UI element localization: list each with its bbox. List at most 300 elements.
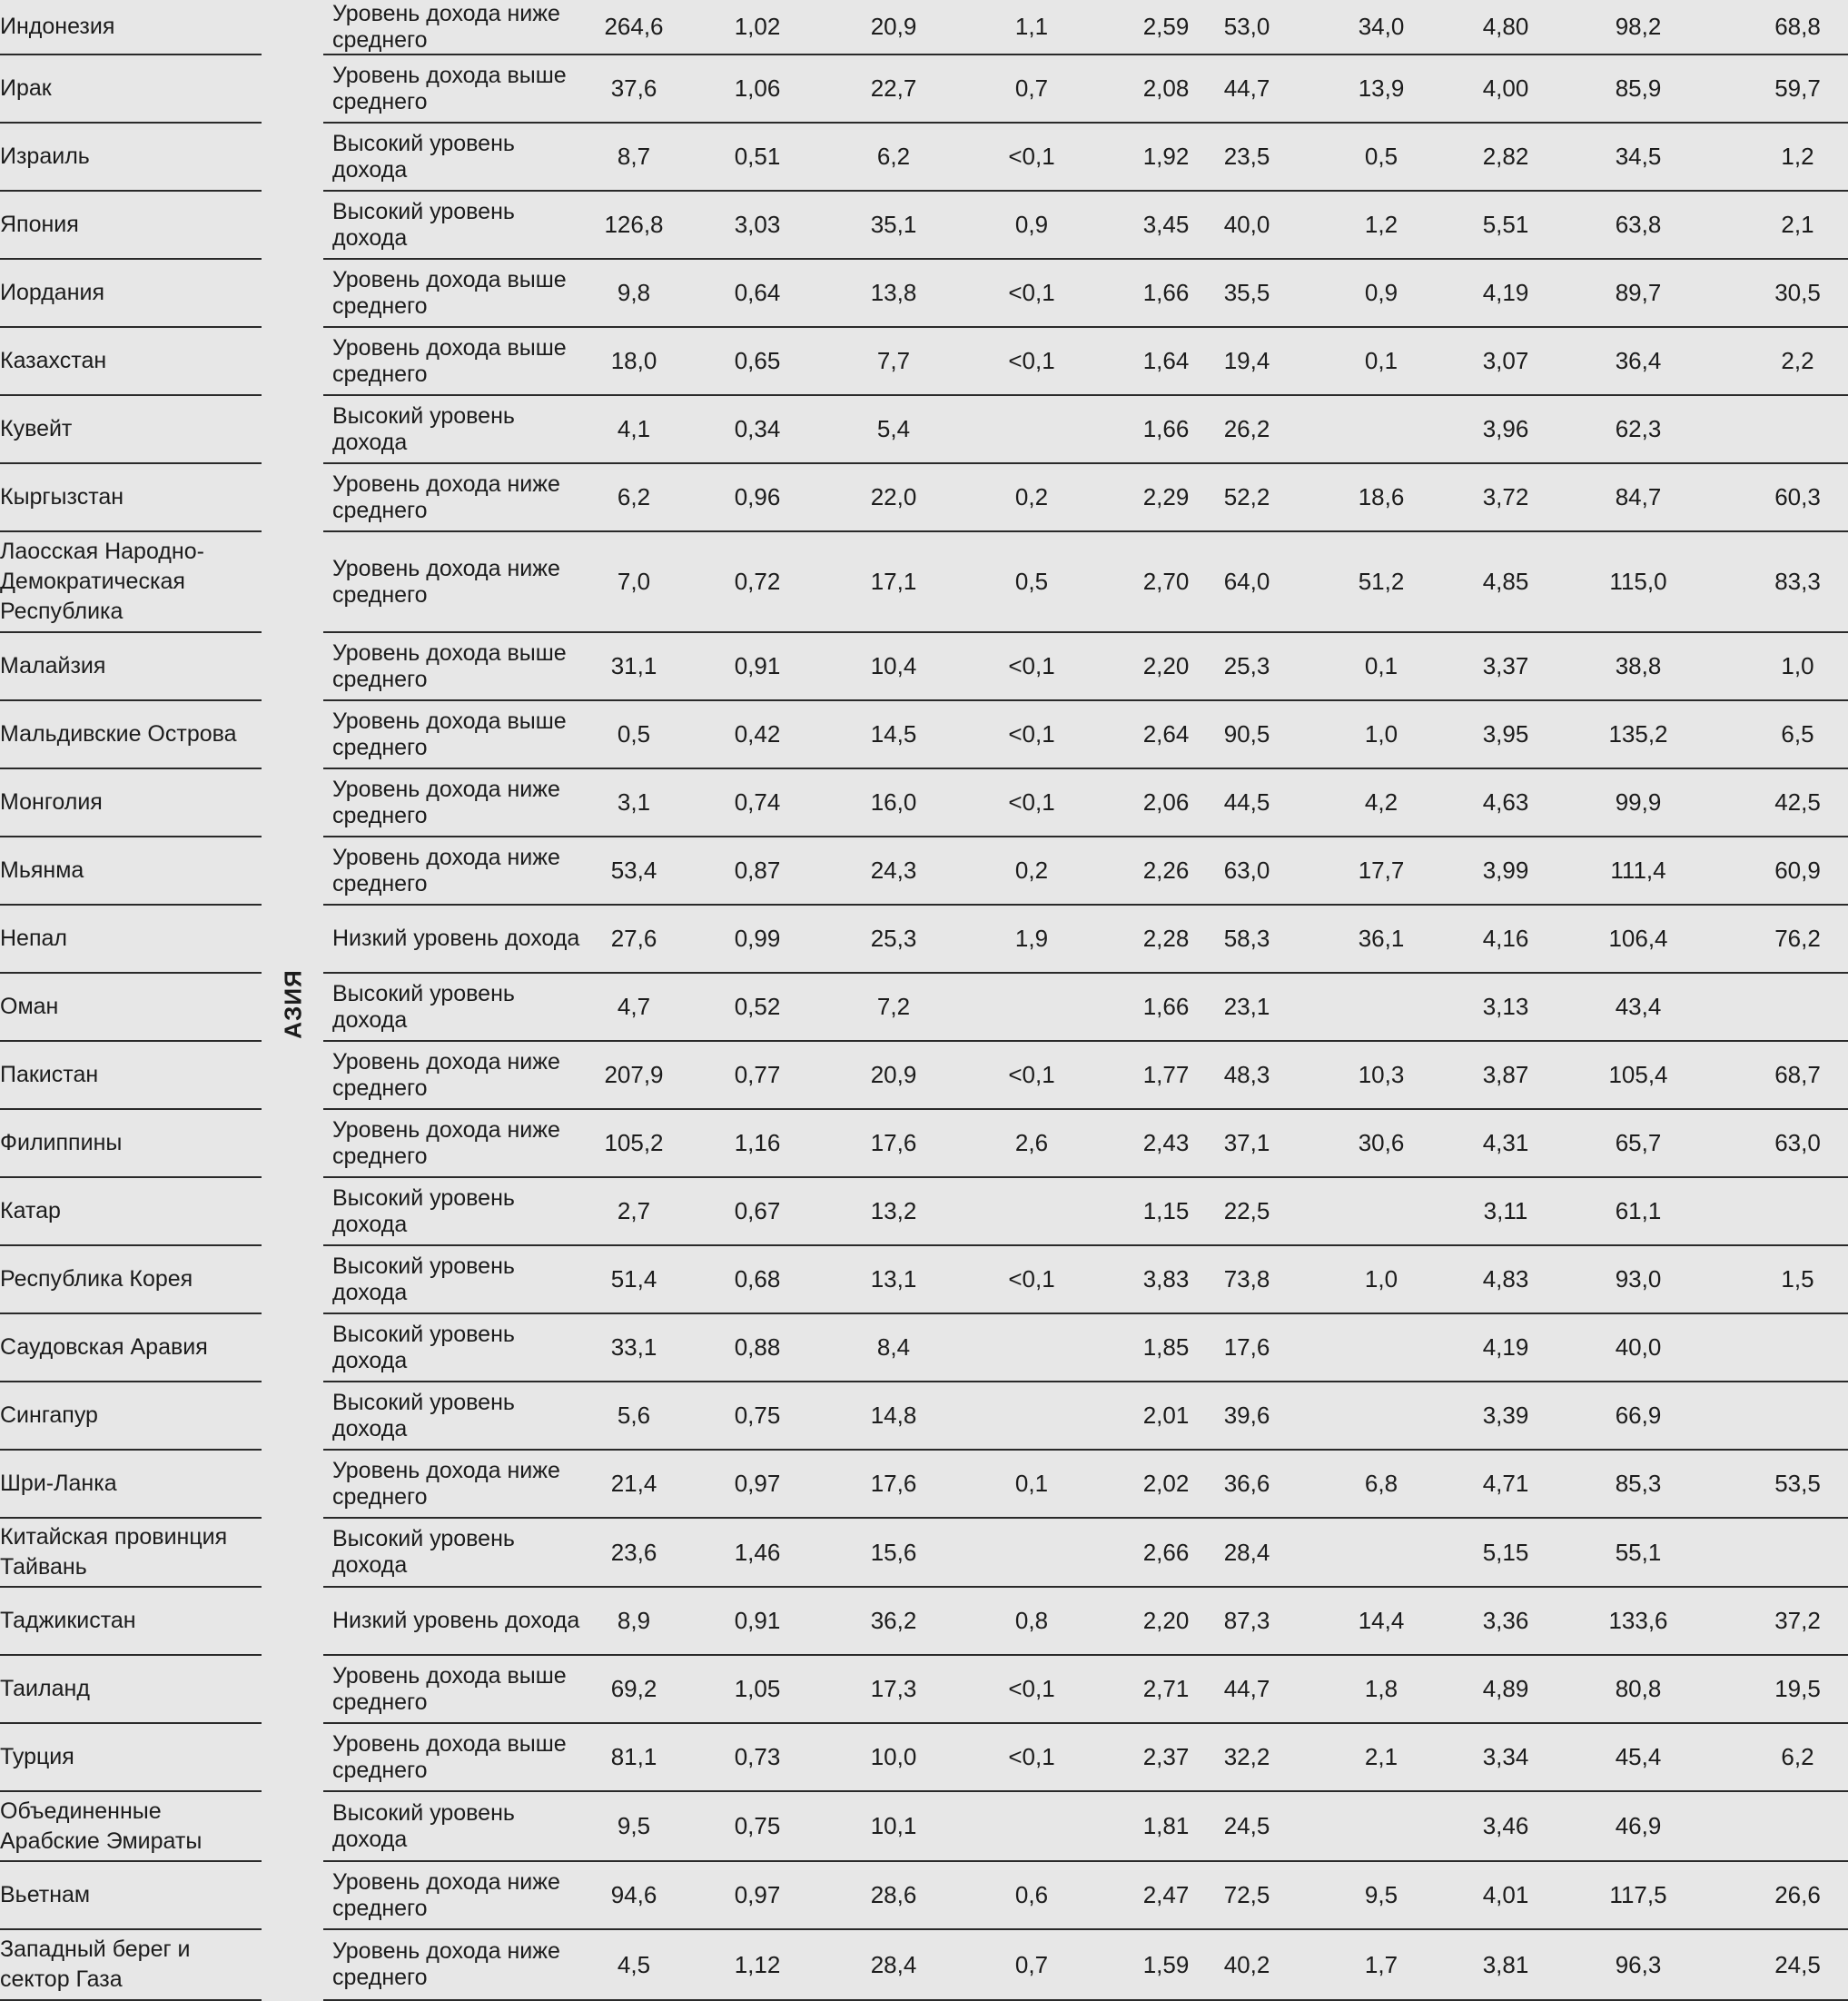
value-cell: 6,5	[1747, 701, 1848, 769]
value-cell: 1,0	[1747, 633, 1848, 701]
value-cell: 18,6	[1280, 464, 1482, 532]
value-cell: 17,6	[843, 1451, 944, 1519]
country-cell: Шри-Ланка	[0, 1451, 262, 1519]
value-cell: 0,1	[1280, 633, 1482, 701]
country-cell: Монголия	[0, 769, 262, 837]
value-cell: 0,1	[944, 1451, 1119, 1519]
income-level-cell: Уровень дохода ниже среднего	[323, 532, 596, 633]
value-cell: 5,4	[843, 396, 944, 464]
value-cell: 1,05	[672, 1656, 843, 1724]
income-level-cell: Высокий уровень дохода	[323, 974, 596, 1042]
country-cell: Таиланд	[0, 1656, 262, 1724]
value-cell	[1747, 1382, 1848, 1451]
value-cell: 2,71	[1119, 1656, 1213, 1724]
value-cell: 117,5	[1529, 1862, 1747, 1930]
value-cell: 73,8	[1213, 1246, 1280, 1314]
value-cell: <0,1	[944, 1656, 1119, 1724]
value-cell: 23,1	[1213, 974, 1280, 1042]
value-cell: 4,1	[596, 396, 672, 464]
value-cell: 24,5	[1747, 1930, 1848, 2001]
value-cell: 17,6	[843, 1110, 944, 1178]
value-cell: 264,6	[596, 0, 672, 55]
value-cell: 51,4	[596, 1246, 672, 1314]
value-cell: 2,64	[1119, 701, 1213, 769]
value-cell: 3,36	[1482, 1588, 1529, 1656]
country-cell: Кыргызстан	[0, 464, 262, 532]
value-cell: 4,89	[1482, 1656, 1529, 1724]
value-cell: 2,29	[1119, 464, 1213, 532]
value-cell: 4,71	[1482, 1451, 1529, 1519]
value-cell: 3,45	[1119, 192, 1213, 260]
country-cell: Ирак	[0, 55, 262, 124]
value-cell: 84,7	[1529, 464, 1747, 532]
table-row	[0, 1656, 1848, 1724]
value-cell: 3,96	[1482, 396, 1529, 464]
value-cell	[1280, 1792, 1482, 1862]
value-cell: 35,1	[843, 192, 944, 260]
value-cell: 3,34	[1482, 1724, 1529, 1792]
value-cell: 4,80	[1482, 0, 1529, 55]
value-cell: 62,3	[1529, 396, 1747, 464]
value-cell: 58,3	[1213, 906, 1280, 974]
value-cell: 1,66	[1119, 974, 1213, 1042]
value-cell: 0,87	[672, 837, 843, 906]
value-cell: 59,7	[1747, 55, 1848, 124]
value-cell: 3,37	[1482, 633, 1529, 701]
value-cell: 89,7	[1529, 260, 1747, 328]
value-cell: 3,83	[1119, 1246, 1213, 1314]
value-cell: 17,7	[1280, 837, 1482, 906]
value-cell: 3,99	[1482, 837, 1529, 906]
value-cell: 3,87	[1482, 1042, 1529, 1110]
value-cell: 4,19	[1482, 1314, 1529, 1382]
value-cell: 6,8	[1280, 1451, 1482, 1519]
value-cell: 135,2	[1529, 701, 1747, 769]
value-cell: 43,4	[1529, 974, 1747, 1042]
value-cell: <0,1	[944, 1724, 1119, 1792]
value-cell: 85,3	[1529, 1451, 1747, 1519]
value-cell: 27,6	[596, 906, 672, 974]
value-cell: 40,2	[1213, 1930, 1280, 2001]
value-cell: 3,1	[596, 769, 672, 837]
country-cell: Оман	[0, 974, 262, 1042]
value-cell: 2,08	[1119, 55, 1213, 124]
value-cell: 28,4	[843, 1930, 944, 2001]
income-level-cell: Уровень дохода ниже среднего	[323, 1930, 596, 2001]
value-cell: 0,5	[944, 532, 1119, 633]
value-cell: 0,42	[672, 701, 843, 769]
income-level-cell: Уровень дохода ниже среднего	[323, 1862, 596, 1930]
table-row	[0, 532, 1848, 633]
value-cell: <0,1	[944, 701, 1119, 769]
value-cell: 26,2	[1213, 396, 1280, 464]
value-cell: 94,6	[596, 1862, 672, 1930]
value-cell: 23,6	[596, 1519, 672, 1588]
value-cell: 0,99	[672, 906, 843, 974]
country-cell: Объединенные Арабские Эмираты	[0, 1792, 262, 1862]
value-cell: 3,11	[1482, 1178, 1529, 1246]
value-cell: 10,4	[843, 633, 944, 701]
value-cell: 0,1	[1280, 328, 1482, 396]
value-cell	[1747, 1314, 1848, 1382]
value-cell: 18,0	[596, 328, 672, 396]
value-cell: 33,1	[596, 1314, 672, 1382]
value-cell: 2,1	[1747, 192, 1848, 260]
value-cell: 1,9	[944, 906, 1119, 974]
value-cell: 7,2	[843, 974, 944, 1042]
country-cell: Индонезия	[0, 0, 262, 55]
value-cell: 0,88	[672, 1314, 843, 1382]
value-cell: 0,5	[1280, 124, 1482, 192]
value-cell: 0,67	[672, 1178, 843, 1246]
country-cell: Сингапур	[0, 1382, 262, 1451]
value-cell: 21,4	[596, 1451, 672, 1519]
value-cell	[1747, 974, 1848, 1042]
value-cell: 2,1	[1280, 1724, 1482, 1792]
value-cell: 8,9	[596, 1588, 672, 1656]
income-level-cell: Уровень дохода выше среднего	[323, 1724, 596, 1792]
value-cell: 20,9	[843, 0, 944, 55]
income-level-cell: Высокий уровень дохода	[323, 1382, 596, 1451]
value-cell: 1,92	[1119, 124, 1213, 192]
income-level-cell: Высокий уровень дохода	[323, 1246, 596, 1314]
income-level-cell: Уровень дохода выше среднего	[323, 701, 596, 769]
value-cell: 30,6	[1280, 1110, 1482, 1178]
value-cell: 22,7	[843, 55, 944, 124]
value-cell: 34,5	[1529, 124, 1747, 192]
value-cell: 111,4	[1529, 837, 1747, 906]
value-cell: 0,91	[672, 633, 843, 701]
value-cell: 2,20	[1119, 1588, 1213, 1656]
value-cell: 4,19	[1482, 260, 1529, 328]
income-level-cell: Уровень дохода ниже среднего	[323, 1042, 596, 1110]
value-cell: 4,2	[1280, 769, 1482, 837]
value-cell: 0,2	[944, 464, 1119, 532]
value-cell: 99,9	[1529, 769, 1747, 837]
value-cell: 0,73	[672, 1724, 843, 1792]
income-level-cell: Уровень дохода выше среднего	[323, 633, 596, 701]
value-cell: 64,0	[1213, 532, 1280, 633]
value-cell	[1747, 1792, 1848, 1862]
value-cell: 42,5	[1747, 769, 1848, 837]
value-cell: 53,5	[1747, 1451, 1848, 1519]
value-cell: 0,91	[672, 1588, 843, 1656]
country-cell: Израиль	[0, 124, 262, 192]
value-cell: 0,6	[944, 1862, 1119, 1930]
value-cell: 1,77	[1119, 1042, 1213, 1110]
income-level-cell: Уровень дохода выше среднего	[323, 328, 596, 396]
value-cell: 0,52	[672, 974, 843, 1042]
value-cell: 98,2	[1529, 0, 1747, 55]
value-cell: 10,3	[1280, 1042, 1482, 1110]
value-cell: 14,4	[1280, 1588, 1482, 1656]
value-cell: 2,43	[1119, 1110, 1213, 1178]
value-cell: 2,06	[1119, 769, 1213, 837]
value-cell: 16,0	[843, 769, 944, 837]
value-cell: 28,4	[1213, 1519, 1280, 1588]
value-cell: 30,5	[1747, 260, 1848, 328]
income-level-cell: Уровень дохода ниже среднего	[323, 464, 596, 532]
table-row	[0, 1382, 1848, 1451]
value-cell	[944, 396, 1119, 464]
value-cell: 40,0	[1529, 1314, 1747, 1382]
income-level-cell: Низкий уровень дохода	[323, 906, 596, 974]
table-row	[0, 124, 1848, 192]
value-cell: 36,2	[843, 1588, 944, 1656]
value-cell: 45,4	[1529, 1724, 1747, 1792]
value-cell: 105,2	[596, 1110, 672, 1178]
income-level-cell: Уровень дохода ниже среднего	[323, 1110, 596, 1178]
value-cell: 35,5	[1213, 260, 1280, 328]
value-cell: 22,5	[1213, 1178, 1280, 1246]
income-level-cell: Уровень дохода ниже среднего	[323, 837, 596, 906]
table-row	[0, 260, 1848, 328]
value-cell: 22,0	[843, 464, 944, 532]
table-row	[0, 1724, 1848, 1792]
value-cell	[1747, 396, 1848, 464]
income-level-cell: Уровень дохода ниже среднего	[323, 0, 596, 55]
value-cell: 20,9	[843, 1042, 944, 1110]
value-cell: 2,59	[1119, 0, 1213, 55]
value-cell	[1280, 1178, 1482, 1246]
value-cell	[1280, 1382, 1482, 1451]
value-cell: 80,8	[1529, 1656, 1747, 1724]
table-row	[0, 0, 1848, 55]
table-row	[0, 55, 1848, 124]
value-cell: 1,2	[1280, 192, 1482, 260]
value-cell: <0,1	[944, 1246, 1119, 1314]
value-cell: 8,7	[596, 124, 672, 192]
value-cell: 10,1	[843, 1792, 944, 1862]
value-cell: 3,13	[1482, 974, 1529, 1042]
value-cell: 8,4	[843, 1314, 944, 1382]
value-cell: 0,72	[672, 532, 843, 633]
value-cell: 115,0	[1529, 532, 1747, 633]
value-cell: 14,8	[843, 1382, 944, 1451]
value-cell	[944, 974, 1119, 1042]
value-cell: 61,1	[1529, 1178, 1747, 1246]
value-cell: 0,97	[672, 1451, 843, 1519]
value-cell: <0,1	[944, 124, 1119, 192]
value-cell: 5,6	[596, 1382, 672, 1451]
country-cell: Таджикистан	[0, 1588, 262, 1656]
value-cell	[944, 1314, 1119, 1382]
income-level-cell: Высокий уровень дохода	[323, 1314, 596, 1382]
value-cell: 0,34	[672, 396, 843, 464]
value-cell	[1280, 396, 1482, 464]
value-cell	[944, 1178, 1119, 1246]
value-cell: 36,1	[1280, 906, 1482, 974]
table-row	[0, 1792, 1848, 1862]
value-cell: 1,16	[672, 1110, 843, 1178]
value-cell: 2,26	[1119, 837, 1213, 906]
value-cell: 87,3	[1213, 1588, 1280, 1656]
value-cell: 4,63	[1482, 769, 1529, 837]
value-cell: 1,66	[1119, 260, 1213, 328]
country-cell: Катар	[0, 1178, 262, 1246]
table-row	[0, 396, 1848, 464]
value-cell: 52,2	[1213, 464, 1280, 532]
value-cell: 1,46	[672, 1519, 843, 1588]
value-cell: 0,77	[672, 1042, 843, 1110]
country-cell: Лаосская Народно-Демократическая Республика	[0, 532, 262, 633]
value-cell: 1,5	[1747, 1246, 1848, 1314]
value-cell: 0,9	[1280, 260, 1482, 328]
value-cell: 0,65	[672, 328, 843, 396]
income-level-cell: Высокий уровень дохода	[323, 1519, 596, 1588]
value-cell: 19,4	[1213, 328, 1280, 396]
value-cell: 1,15	[1119, 1178, 1213, 1246]
value-cell: 85,9	[1529, 55, 1747, 124]
value-cell	[1747, 1519, 1848, 1588]
value-cell: 13,1	[843, 1246, 944, 1314]
value-cell: 3,72	[1482, 464, 1529, 532]
value-cell: 2,6	[944, 1110, 1119, 1178]
income-level-cell: Высокий уровень дохода	[323, 192, 596, 260]
country-cell: Непал	[0, 906, 262, 974]
country-cell: Западный берег и сектор Газа	[0, 1930, 262, 2001]
income-level-cell: Уровень дохода выше среднего	[323, 55, 596, 124]
value-cell: 93,0	[1529, 1246, 1747, 1314]
value-cell: 37,2	[1747, 1588, 1848, 1656]
value-cell: 106,4	[1529, 906, 1747, 974]
value-cell: 1,2	[1747, 124, 1848, 192]
value-cell: 3,39	[1482, 1382, 1529, 1451]
value-cell: 4,85	[1482, 532, 1529, 633]
value-cell: 13,2	[843, 1178, 944, 1246]
value-cell: 65,7	[1529, 1110, 1747, 1178]
country-cell: Республика Корея	[0, 1246, 262, 1314]
value-cell: 55,1	[1529, 1519, 1747, 1588]
value-cell: 36,6	[1213, 1451, 1280, 1519]
value-cell: 24,3	[843, 837, 944, 906]
value-cell: 44,7	[1213, 1656, 1280, 1724]
income-level-cell: Высокий уровень дохода	[323, 1178, 596, 1246]
value-cell: 1,12	[672, 1930, 843, 2001]
value-cell: 1,06	[672, 55, 843, 124]
value-cell: 5,51	[1482, 192, 1529, 260]
country-cell: Турция	[0, 1724, 262, 1792]
value-cell: 2,28	[1119, 906, 1213, 974]
value-cell: 9,5	[1280, 1862, 1482, 1930]
value-cell: 2,20	[1119, 633, 1213, 701]
value-cell: 2,82	[1482, 124, 1529, 192]
value-cell: 44,7	[1213, 55, 1280, 124]
value-cell: 0,5	[596, 701, 672, 769]
value-cell: 13,8	[843, 260, 944, 328]
value-cell: 2,7	[596, 1178, 672, 1246]
value-cell: 0,9	[944, 192, 1119, 260]
value-cell: 4,31	[1482, 1110, 1529, 1178]
value-cell: 6,2	[843, 124, 944, 192]
country-cell: Кувейт	[0, 396, 262, 464]
value-cell: 53,4	[596, 837, 672, 906]
value-cell: 4,00	[1482, 55, 1529, 124]
value-cell	[944, 1382, 1119, 1451]
income-level-cell: Высокий уровень дохода	[323, 124, 596, 192]
table-row	[0, 1588, 1848, 1656]
value-cell: <0,1	[944, 633, 1119, 701]
country-cell: Мальдивские Острова	[0, 701, 262, 769]
value-cell: 31,1	[596, 633, 672, 701]
region-label-text: АЗИЯ	[279, 968, 307, 1039]
value-cell: 14,5	[843, 701, 944, 769]
value-cell: 66,9	[1529, 1382, 1747, 1451]
income-level-cell: Высокий уровень дохода	[323, 396, 596, 464]
value-cell: 1,64	[1119, 328, 1213, 396]
income-level-cell: Низкий уровень дохода	[323, 1588, 596, 1656]
value-cell: 105,4	[1529, 1042, 1747, 1110]
income-level-cell: Уровень дохода выше среднего	[323, 1656, 596, 1724]
value-cell: 28,6	[843, 1862, 944, 1930]
value-cell: 133,6	[1529, 1588, 1747, 1656]
value-cell: 40,0	[1213, 192, 1280, 260]
region-label	[272, 954, 314, 1054]
country-cell: Япония	[0, 192, 262, 260]
table-row	[0, 1451, 1848, 1519]
value-cell: 0,2	[944, 837, 1119, 906]
table-row	[0, 769, 1848, 837]
income-level-cell: Уровень дохода ниже среднего	[323, 1451, 596, 1519]
table-row	[0, 1314, 1848, 1382]
value-cell: 0,74	[672, 769, 843, 837]
country-cell: Мьянма	[0, 837, 262, 906]
value-cell: 0,68	[672, 1246, 843, 1314]
value-cell: 3,81	[1482, 1930, 1529, 2001]
value-cell: 4,01	[1482, 1862, 1529, 1930]
value-cell: 63,8	[1529, 192, 1747, 260]
value-cell: 0,75	[672, 1382, 843, 1451]
country-cell: Иордания	[0, 260, 262, 328]
value-cell: 207,9	[596, 1042, 672, 1110]
table-row	[0, 1930, 1848, 2001]
value-cell: 37,6	[596, 55, 672, 124]
value-cell: 53,0	[1213, 0, 1280, 55]
value-cell: 39,6	[1213, 1382, 1280, 1451]
table-row	[0, 464, 1848, 532]
value-cell: 0,97	[672, 1862, 843, 1930]
value-cell: 48,3	[1213, 1042, 1280, 1110]
value-cell: 96,3	[1529, 1930, 1747, 2001]
table-row	[0, 837, 1848, 906]
value-cell: 1,7	[1280, 1930, 1482, 2001]
value-cell: 1,66	[1119, 396, 1213, 464]
value-cell: 72,5	[1213, 1862, 1280, 1930]
table-row	[0, 328, 1848, 396]
value-cell: 4,5	[596, 1930, 672, 2001]
table-row	[0, 192, 1848, 260]
value-cell: 5,15	[1482, 1519, 1529, 1588]
value-cell: 7,7	[843, 328, 944, 396]
table-row	[0, 1519, 1848, 1588]
value-cell: 2,01	[1119, 1382, 1213, 1451]
value-cell: 9,8	[596, 260, 672, 328]
value-cell: 25,3	[843, 906, 944, 974]
country-cell: Малайзия	[0, 633, 262, 701]
value-cell: 1,81	[1119, 1792, 1213, 1862]
country-cell: Казахстан	[0, 328, 262, 396]
value-cell: 1,8	[1280, 1656, 1482, 1724]
value-cell: 0,75	[672, 1792, 843, 1862]
value-cell: 19,5	[1747, 1656, 1848, 1724]
value-cell: 24,5	[1213, 1792, 1280, 1862]
value-cell: 2,47	[1119, 1862, 1213, 1930]
value-cell: 1,0	[1280, 701, 1482, 769]
table-row	[0, 1246, 1848, 1314]
value-cell: 0,64	[672, 260, 843, 328]
value-cell: 0,96	[672, 464, 843, 532]
value-cell: 7,0	[596, 532, 672, 633]
